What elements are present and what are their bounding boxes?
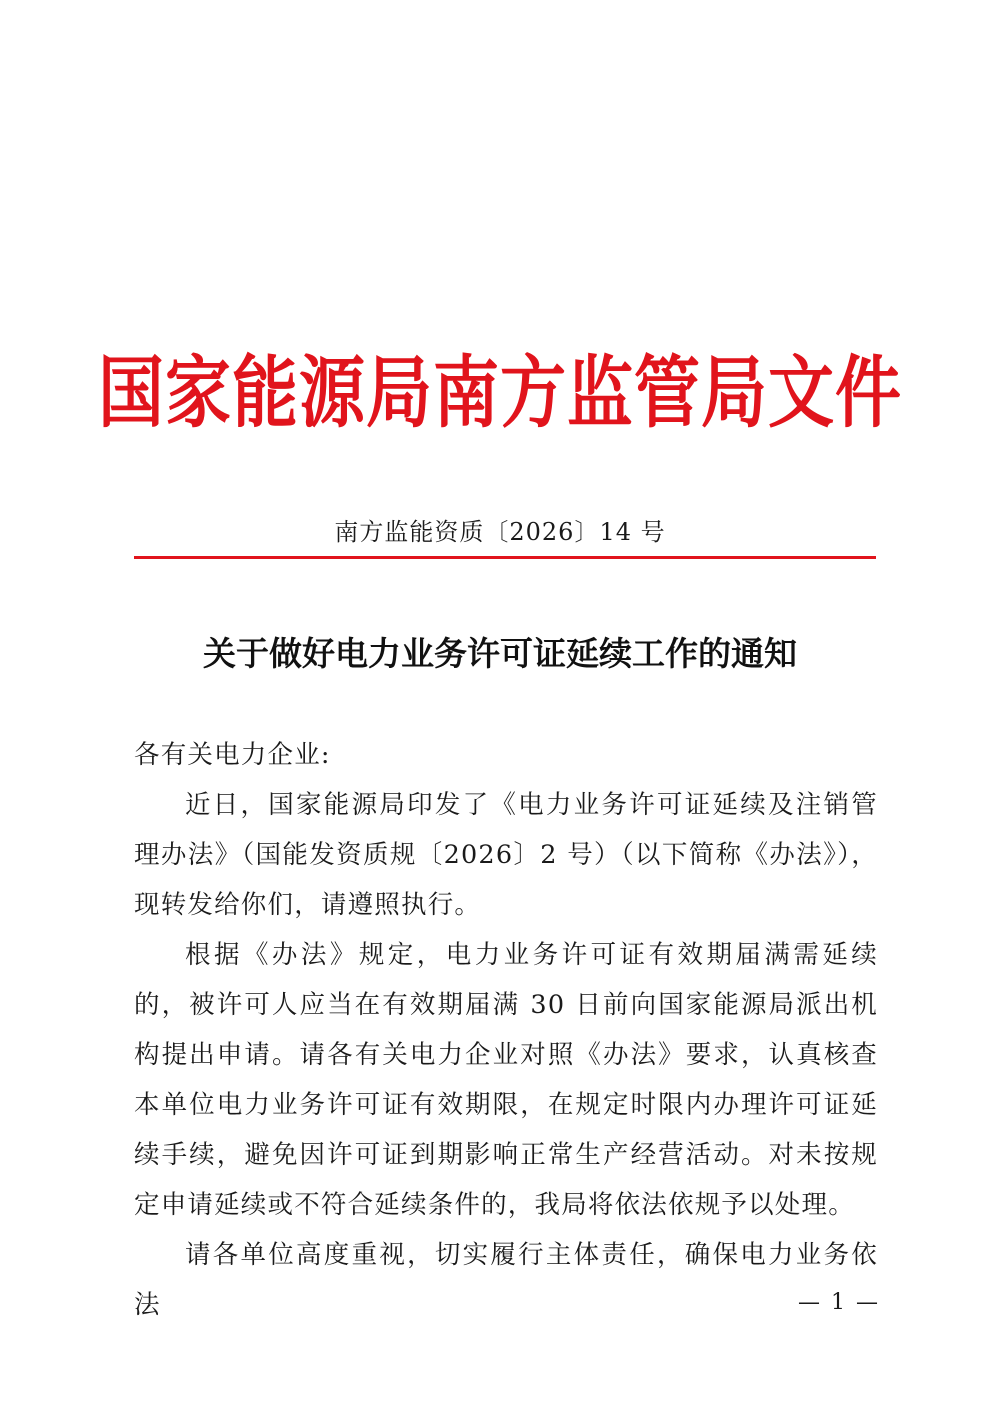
- document-number: 南方监能资质〔2026〕14 号: [334, 518, 666, 546]
- body-paragraph-2: 根据《办法》规定，电力业务许可证有效期届满需延续的，被许可人应当在有效期届满 30 日前向国家能源局派出机构提出申请。请各有关电力企业对照《办法》要求，认真核查本单位电力业务许可证有效期限，在规定时限内办理许可证延续手续，避免因许可证到期影响正常生产经营活动。对未按规定申请延续或不符合延续条件的，我局将依法依规予以处理。: [134, 940, 878, 1220]
- body-paragraph-3: 请各单位高度重视，切实履行主体责任，确保电力业务依法: [134, 1240, 878, 1320]
- page-number: — 1 —: [798, 1290, 880, 1315]
- notice-body: [134, 730, 878, 1330]
- salutation: 各有关电力企业:: [134, 740, 331, 770]
- red-divider-line: [134, 556, 876, 559]
- body-paragraph-1: 近日，国家能源局印发了《电力业务许可证延续及注销管理办法》（国能发资质规〔2026〕2 号）（以下简称《办法》），现转发给你们，请遵照执行。: [134, 790, 878, 920]
- notice-title: 关于做好电力业务许可证延续工作的通知: [203, 634, 797, 673]
- issuing-authority-header: 国家能源局南方监管局文件: [98, 347, 902, 439]
